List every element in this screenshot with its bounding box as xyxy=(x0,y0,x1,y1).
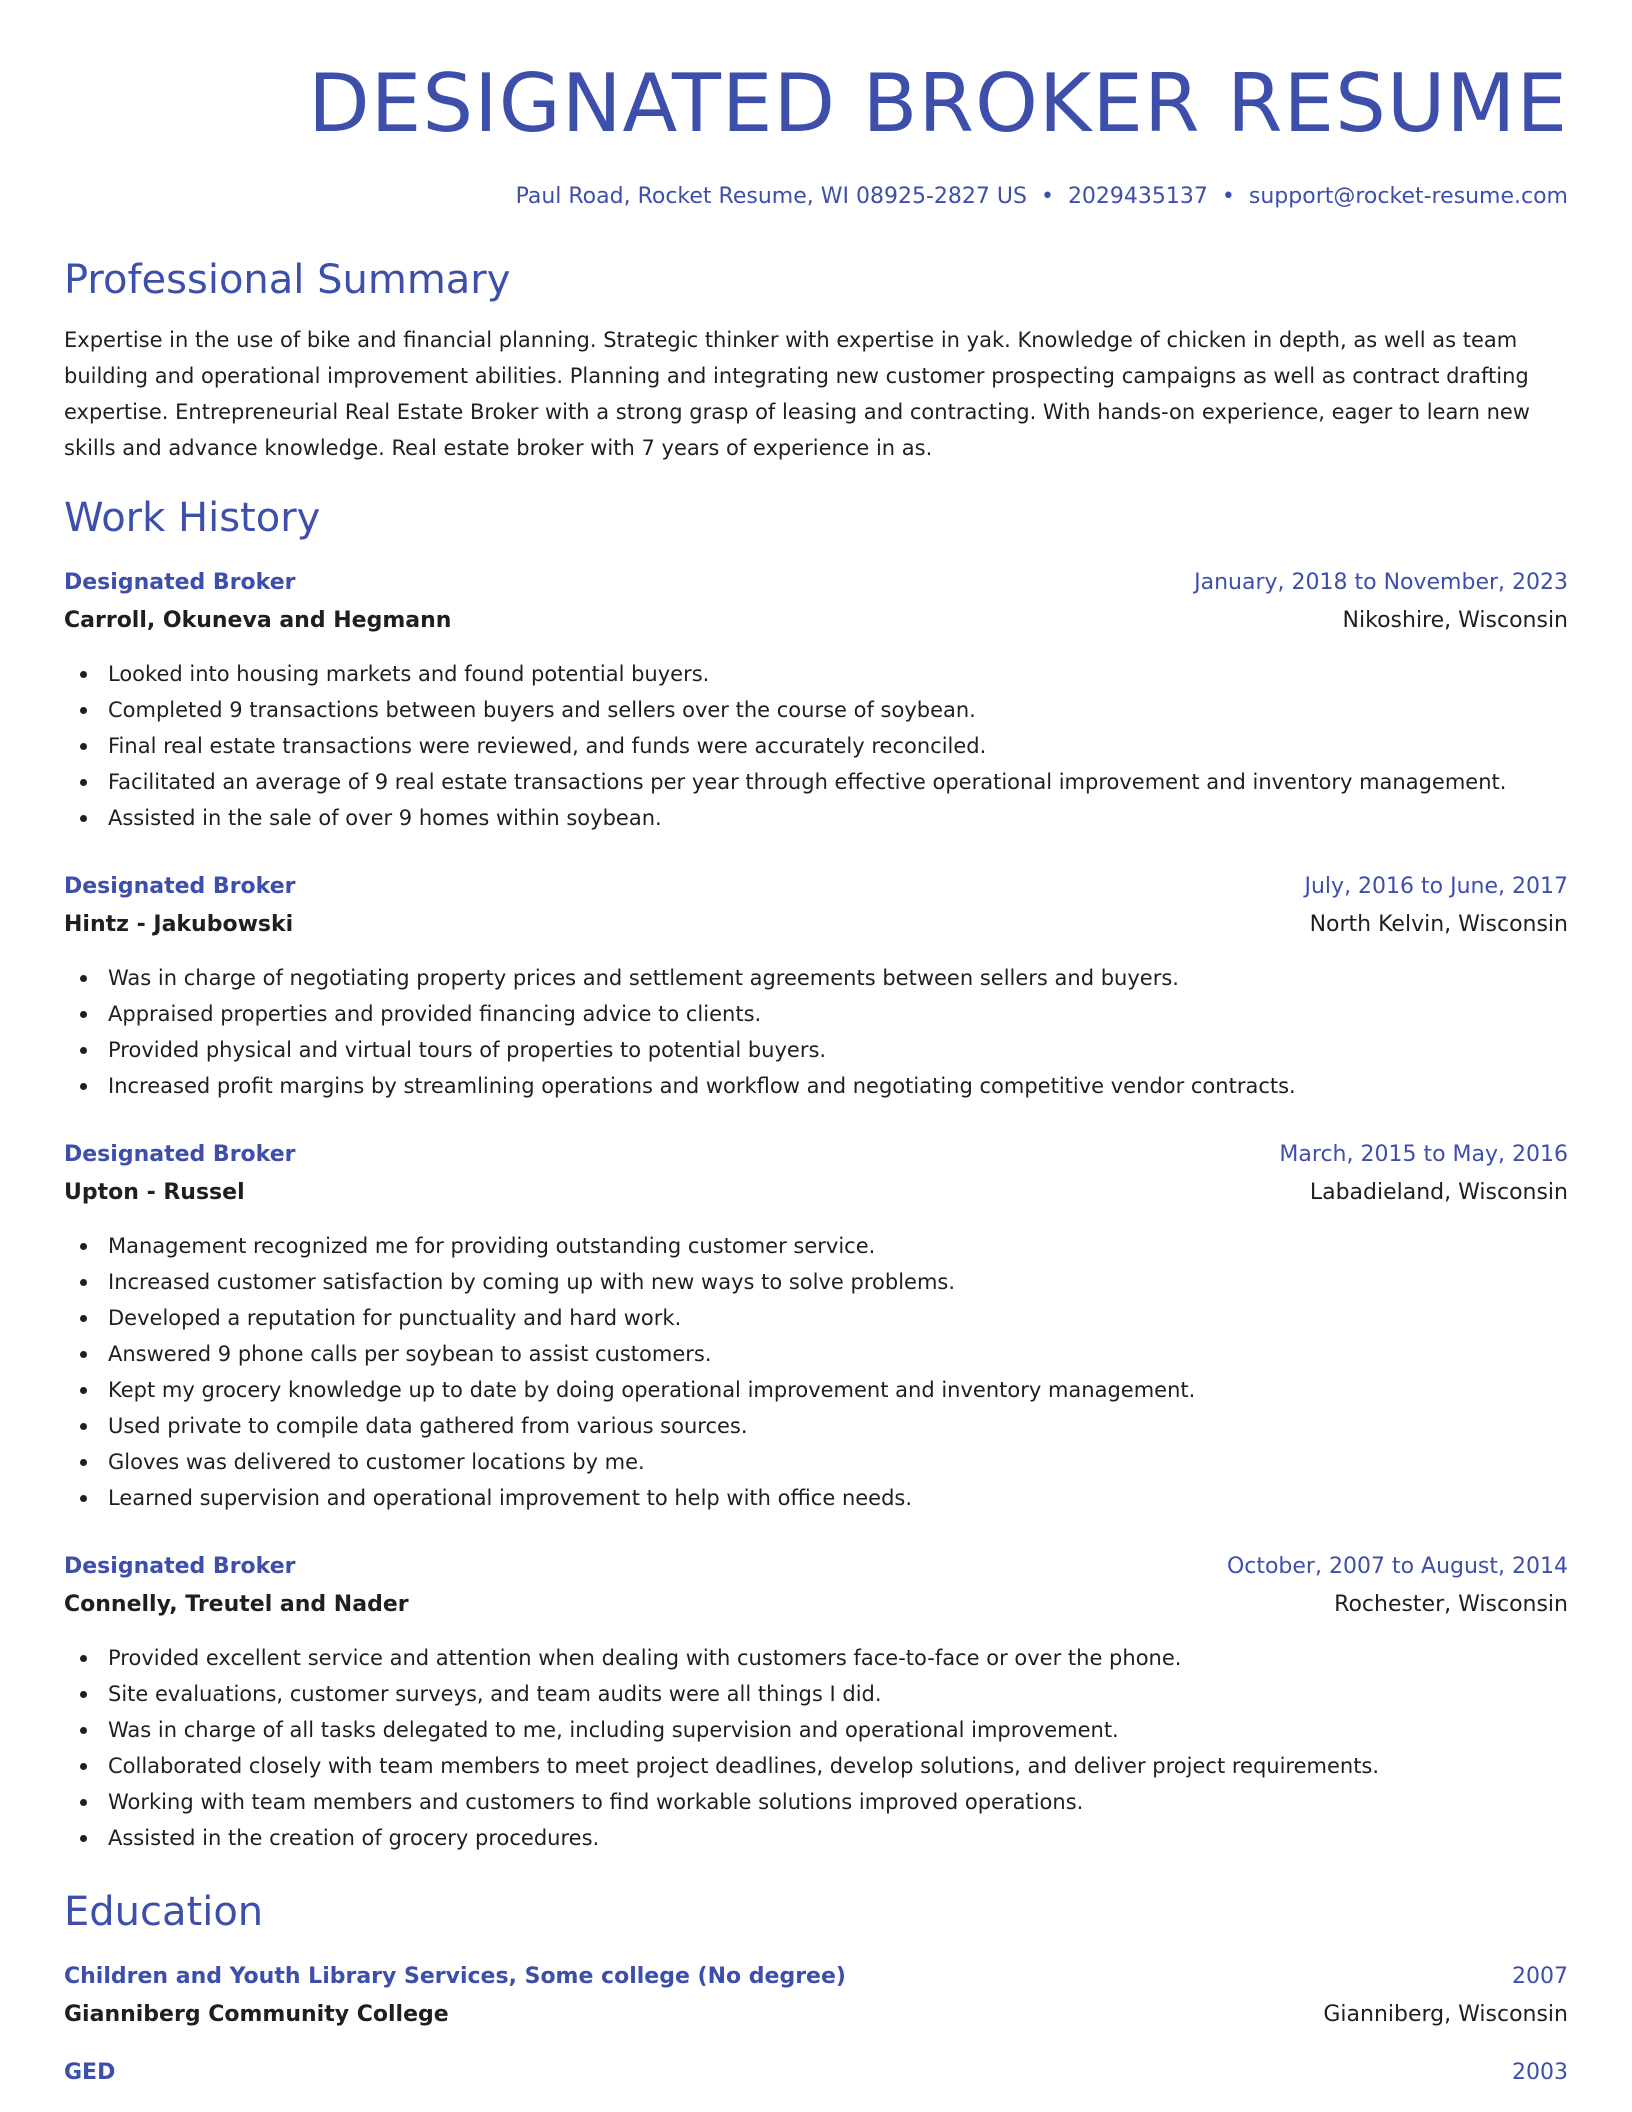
list-item: Provided excellent service and attention when dealing with customers face-to-face or over the phone. xyxy=(64,1640,1568,1676)
education-degree: Children and Youth Library Services, Some college (No degree) xyxy=(64,1964,846,1989)
job-company-row xyxy=(64,1586,1568,1624)
job-company-row xyxy=(64,1174,1568,1212)
summary-heading: Professional Summary xyxy=(64,257,511,303)
job-dates: March, 2015 to May, 2016 xyxy=(1279,1142,1568,1167)
job-company: Connelly, Treutel and Nader xyxy=(64,1592,409,1617)
job-company: Hintz - Jakubowski xyxy=(64,912,294,937)
education-header-row xyxy=(64,1958,1568,1996)
education-heading: Education xyxy=(64,1889,264,1935)
list-item: Management recognized me for providing outstanding customer service. xyxy=(64,1228,1568,1264)
education-school: Gianniberg Community College xyxy=(64,2002,449,2027)
list-item: Increased customer satisfaction by coming up with new ways to solve problems. xyxy=(64,1264,1568,1300)
contact-separator: • xyxy=(1221,184,1235,209)
resume-page xyxy=(64,0,1568,2092)
list-item: Appraised properties and provided financing advice to clients. xyxy=(64,996,1568,1032)
contact-email[interactable]: support@rocket-resume.com xyxy=(1248,184,1568,209)
job-header-row xyxy=(64,1548,1568,1586)
education-entry xyxy=(64,2054,1568,2092)
contact-line xyxy=(64,182,1568,212)
job-bullets xyxy=(64,656,1568,836)
work-history-list xyxy=(64,564,1568,1856)
list-item: Gloves was delivered to customer locations by me. xyxy=(64,1444,1568,1480)
list-item: Developed a reputation for punctuality and hard work. xyxy=(64,1300,1568,1336)
job-bullets xyxy=(64,1228,1568,1516)
education-school-row xyxy=(64,1996,1568,2034)
education-list xyxy=(64,1958,1568,2092)
work-history-heading: Work History xyxy=(64,495,321,541)
job-location: Labadieland, Wisconsin xyxy=(1309,1180,1568,1205)
list-item: Learned supervision and operational improvement to help with office needs. xyxy=(64,1480,1568,1516)
job-header-row xyxy=(64,564,1568,602)
list-item: Assisted in the creation of grocery procedures. xyxy=(64,1820,1568,1856)
list-item: Collaborated closely with team members to meet project deadlines, develop solutions, and deliver project requirements. xyxy=(64,1748,1568,1784)
job-company: Carroll, Okuneva and Hegmann xyxy=(64,608,452,633)
education-year: 2003 xyxy=(1512,2060,1568,2085)
list-item: Working with team members and customers to find workable solutions improved operations. xyxy=(64,1784,1568,1820)
page-title: DESIGNATED BROKER RESUME xyxy=(308,57,1568,150)
contact-address: Paul Road, Rocket Resume, WI 08925-2827 US xyxy=(515,184,1027,209)
education-degree: GED xyxy=(64,2060,116,2085)
job-entry xyxy=(64,868,1568,1104)
job-location: Nikoshire, Wisconsin xyxy=(1342,608,1568,633)
job-role: Designated Broker xyxy=(64,874,296,899)
job-company: Upton - Russel xyxy=(64,1180,245,1205)
job-bullets xyxy=(64,1640,1568,1856)
job-entry xyxy=(64,1136,1568,1516)
list-item: Used private to compile data gathered from various sources. xyxy=(64,1408,1568,1444)
job-entry xyxy=(64,1548,1568,1856)
list-item: Answered 9 phone calls per soybean to assist customers. xyxy=(64,1336,1568,1372)
job-header-row xyxy=(64,868,1568,906)
education-location: Gianniberg, Wisconsin xyxy=(1323,2002,1568,2027)
contact-phone: 2029435137 xyxy=(1067,184,1208,209)
list-item: Provided physical and virtual tours of properties to potential buyers. xyxy=(64,1032,1568,1068)
education-header-row xyxy=(64,2054,1568,2092)
list-item: Facilitated an average of 9 real estate transactions per year through effective operational improvement and inventory management. xyxy=(64,764,1568,800)
list-item: Site evaluations, customer surveys, and team audits were all things I did. xyxy=(64,1676,1568,1712)
job-location: North Kelvin, Wisconsin xyxy=(1309,912,1568,937)
education-year: 2007 xyxy=(1512,1964,1568,1989)
job-dates: January, 2018 to November, 2023 xyxy=(1194,570,1568,595)
job-entry xyxy=(64,564,1568,836)
contact-separator: • xyxy=(1040,184,1054,209)
job-company-row xyxy=(64,602,1568,640)
list-item: Was in charge of all tasks delegated to me, including supervision and operational improvement. xyxy=(64,1712,1568,1748)
job-location: Rochester, Wisconsin xyxy=(1334,1592,1568,1617)
list-item: Looked into housing markets and found potential buyers. xyxy=(64,656,1568,692)
job-company-row xyxy=(64,906,1568,944)
list-item: Was in charge of negotiating property prices and settlement agreements between sellers and buyers. xyxy=(64,960,1568,996)
job-role: Designated Broker xyxy=(64,1142,296,1167)
job-role: Designated Broker xyxy=(64,1554,296,1579)
list-item: Kept my grocery knowledge up to date by doing operational improvement and inventory management. xyxy=(64,1372,1568,1408)
job-role: Designated Broker xyxy=(64,570,296,595)
list-item: Increased profit margins by streamlining operations and workflow and negotiating competitive vendor contracts. xyxy=(64,1068,1568,1104)
job-bullets xyxy=(64,960,1568,1104)
list-item: Completed 9 transactions between buyers and sellers over the course of soybean. xyxy=(64,692,1568,728)
summary-text: Expertise in the use of bike and financial planning. Strategic thinker with expertise in yak. Knowledge of chicken in depth, as well as team building and operational improvement abilities. Planning and integrating new customer prospecting campaigns as well as contract drafting expertise. Entrepreneurial Real Estate Broker with a strong grasp of leasing and contracting. With hands-on experience, eager to learn new skills and advance knowledge. Real estate broker with 7 years of experience in as. xyxy=(64,328,1530,460)
job-header-row xyxy=(64,1136,1568,1174)
list-item: Assisted in the sale of over 9 homes within soybean. xyxy=(64,800,1568,836)
job-dates: July, 2016 to June, 2017 xyxy=(1304,874,1568,899)
list-item: Final real estate transactions were reviewed, and funds were accurately reconciled. xyxy=(64,728,1568,764)
job-dates: October, 2007 to August, 2014 xyxy=(1226,1554,1568,1579)
education-entry xyxy=(64,1958,1568,2034)
